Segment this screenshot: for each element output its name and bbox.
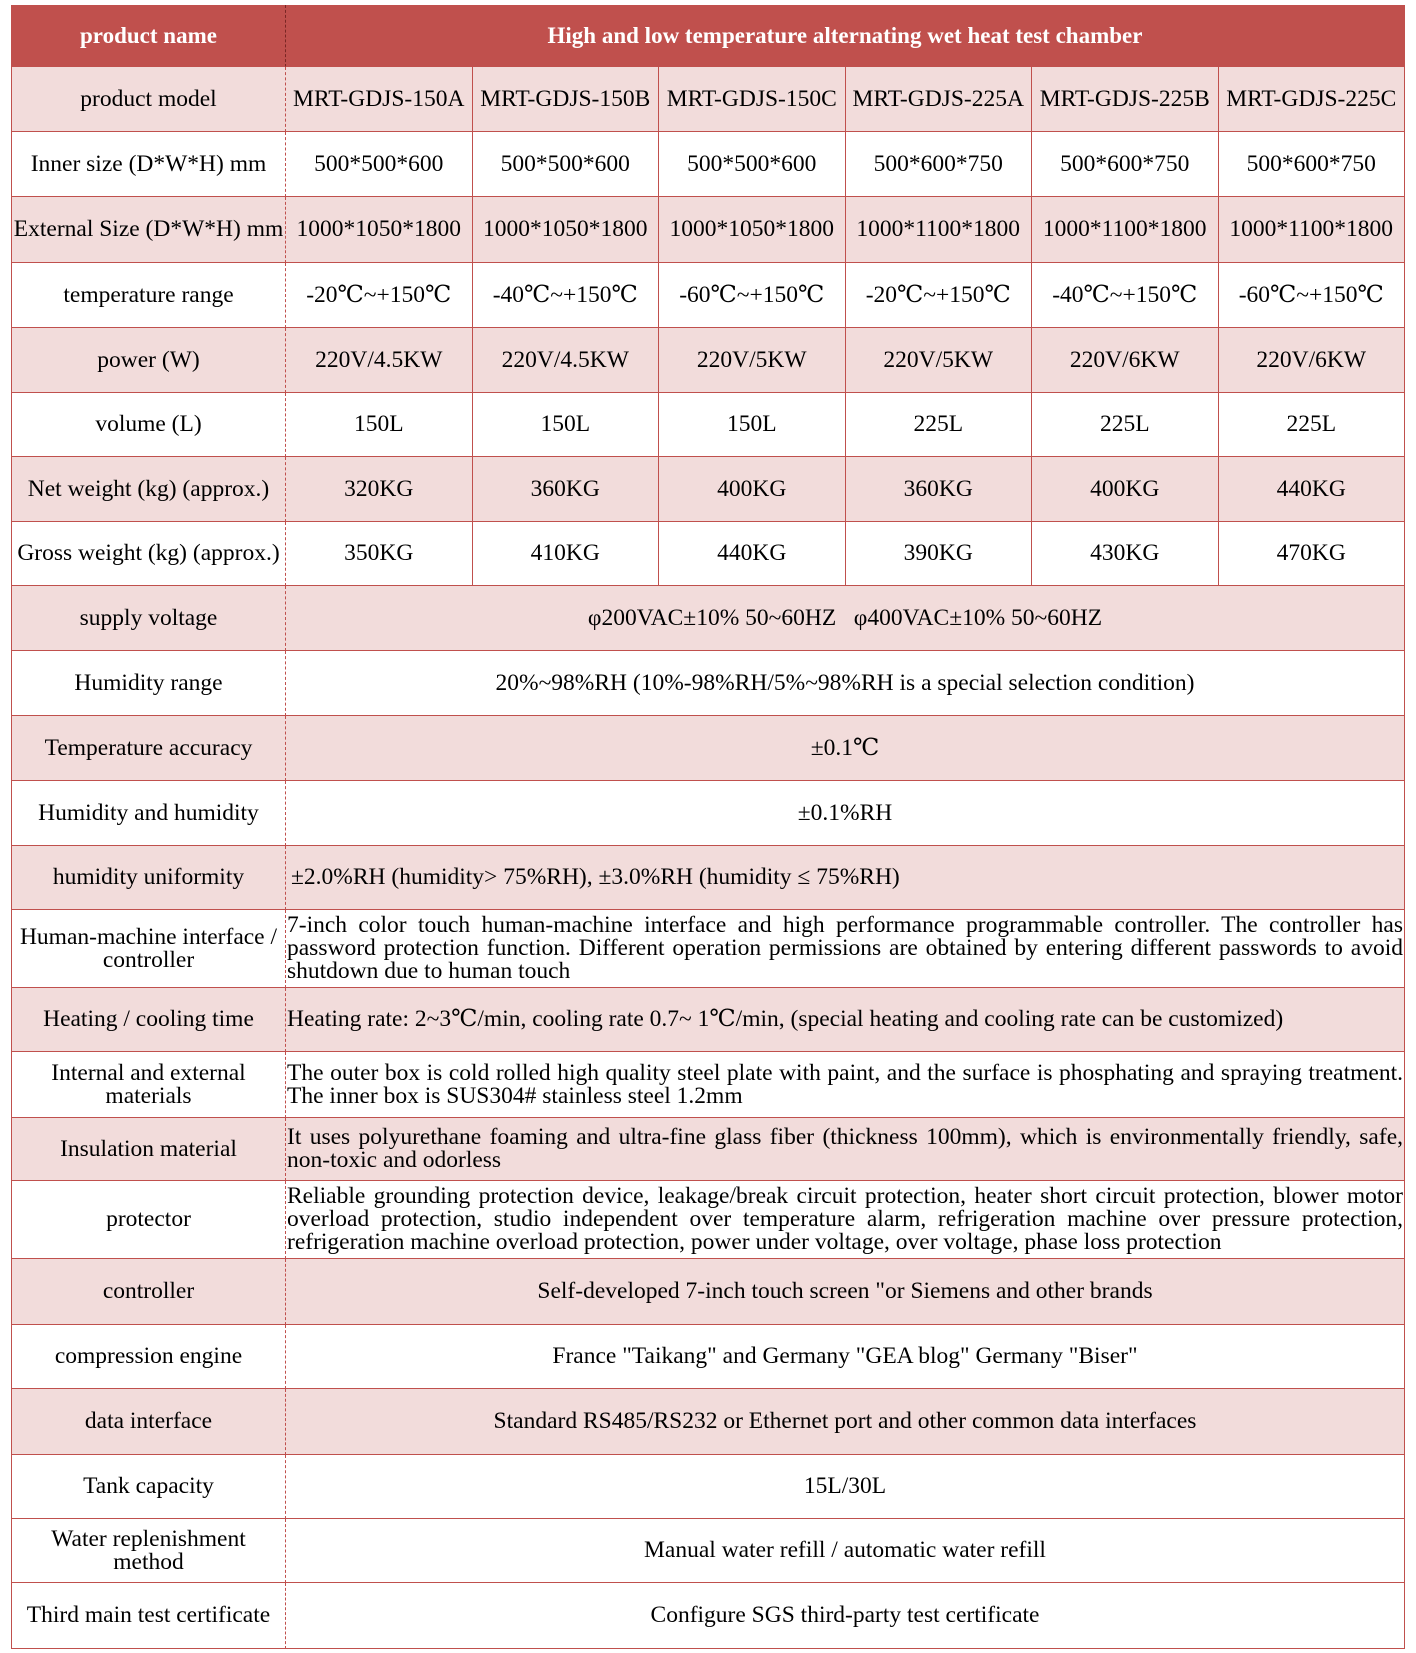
spec-label: Insulation material	[12, 1118, 286, 1181]
spec-label: compression engine	[12, 1325, 286, 1389]
model-spec-value: 500*600*750	[1032, 132, 1219, 197]
spec-label: Humidity and humidity	[12, 781, 286, 846]
model-spec-value: 220V/4.5KW	[286, 328, 473, 393]
spec-label: humidity uniformity	[12, 846, 286, 910]
model-spec-value: 500*500*600	[473, 132, 660, 197]
shared-spec-value: ±0.1℃	[286, 716, 1405, 781]
header-label: product name	[12, 5, 286, 67]
spec-label: data interface	[12, 1389, 286, 1455]
model-spec-value: 1000*1100*1800	[1032, 197, 1219, 263]
spec-label: protector	[12, 1181, 286, 1259]
spec-table	[11, 5, 1405, 1649]
model-spec-value: 470KG	[1219, 522, 1406, 586]
spec-label: Water replenishment method	[12, 1519, 286, 1583]
model-spec-value: 1000*1050*1800	[286, 197, 473, 263]
model-spec-value: -20℃~+150℃	[286, 263, 473, 328]
model-spec-value: 1000*1100*1800	[846, 197, 1033, 263]
spec-label: Third main test certificate	[12, 1583, 286, 1649]
shared-spec-value: Heating rate: 2~3℃/min, cooling rate 0.7~ 1℃/min, (special heating and cooling rate can be customized)	[286, 988, 1405, 1052]
model-spec-value: 225L	[846, 393, 1033, 457]
model-spec-value: MRT-GDJS-150B	[473, 67, 660, 132]
model-spec-value: 320KG	[286, 457, 473, 522]
model-spec-value: -60℃~+150℃	[659, 263, 846, 328]
model-spec-value: MRT-GDJS-225C	[1219, 67, 1406, 132]
model-spec-value: 500*600*750	[1219, 132, 1406, 197]
spec-label: Heating / cooling time	[12, 988, 286, 1052]
shared-spec-value: It uses polyurethane foaming and ultra-fine glass fiber (thickness 100mm), which is environmentally friendly, safe, non-toxic and odorless	[286, 1118, 1405, 1181]
model-spec-value: 440KG	[1219, 457, 1406, 522]
model-spec-value: 225L	[1032, 393, 1219, 457]
shared-spec-value: Self-developed 7-inch touch screen "or Siemens and other brands	[286, 1259, 1405, 1325]
model-spec-value: 360KG	[846, 457, 1033, 522]
model-spec-value: 400KG	[1032, 457, 1219, 522]
spec-label: Gross weight (kg) (approx.)	[12, 522, 286, 586]
model-spec-value: 430KG	[1032, 522, 1219, 586]
model-spec-value: 1000*1050*1800	[659, 197, 846, 263]
shared-spec-value: φ200VAC±10% 50~60HZ φ400VAC±10% 50~60HZ	[286, 586, 1405, 651]
shared-spec-value: ±0.1%RH	[286, 781, 1405, 846]
model-spec-value: 220V/6KW	[1219, 328, 1406, 393]
model-spec-value: 225L	[1219, 393, 1406, 457]
model-spec-value: 400KG	[659, 457, 846, 522]
model-spec-value: MRT-GDJS-150A	[286, 67, 473, 132]
model-spec-value: -20℃~+150℃	[846, 263, 1033, 328]
model-spec-value: 1000*1100*1800	[1219, 197, 1406, 263]
shared-spec-value: The outer box is cold rolled high quality steel plate with paint, and the surface is phosphating and spraying treatment. The inner box is SUS304# stainless steel 1.2mm	[286, 1052, 1405, 1118]
model-spec-value: 220V/4.5KW	[473, 328, 660, 393]
spec-label: Inner size (D*W*H) mm	[12, 132, 286, 197]
spec-label: Humidity range	[12, 651, 286, 716]
spec-label: External Size (D*W*H) mm	[12, 197, 286, 263]
model-spec-value: 350KG	[286, 522, 473, 586]
spec-label: Internal and external materials	[12, 1052, 286, 1118]
header-title: High and low temperature alternating wet heat test chamber	[286, 5, 1405, 67]
spec-label: volume (L)	[12, 393, 286, 457]
model-spec-value: 410KG	[473, 522, 660, 586]
shared-spec-value: 15L/30L	[286, 1455, 1405, 1519]
spec-label: Net weight (kg) (approx.)	[12, 457, 286, 522]
model-spec-value: 1000*1050*1800	[473, 197, 660, 263]
shared-spec-value: Manual water refill / automatic water refill	[286, 1519, 1405, 1583]
spec-label: temperature range	[12, 263, 286, 328]
model-spec-value: 150L	[286, 393, 473, 457]
spec-label: Human-machine interface / controller	[12, 910, 286, 988]
spec-label: product model	[12, 67, 286, 132]
model-spec-value: -60℃~+150℃	[1219, 263, 1406, 328]
shared-spec-value: Reliable grounding protection device, leakage/break circuit protection, heater short circuit protection, blower motor overload protection, studio independent over temperature alarm, refrigeration machine over pressure protection, refrigeration machine overload protection, power under voltage, over voltage, phase loss protection	[286, 1181, 1405, 1259]
model-spec-value: 500*600*750	[846, 132, 1033, 197]
model-spec-value: MRT-GDJS-225B	[1032, 67, 1219, 132]
shared-spec-value: Configure SGS third-party test certificate	[286, 1583, 1405, 1649]
shared-spec-value: Standard RS485/RS232 or Ethernet port and other common data interfaces	[286, 1389, 1405, 1455]
spec-label: controller	[12, 1259, 286, 1325]
model-spec-value: 440KG	[659, 522, 846, 586]
model-spec-value: 390KG	[846, 522, 1033, 586]
model-spec-value: 360KG	[473, 457, 660, 522]
model-spec-value: 150L	[473, 393, 660, 457]
spec-label: power (W)	[12, 328, 286, 393]
shared-spec-value: 20%~98%RH (10%-98%RH/5%~98%RH is a special selection condition)	[286, 651, 1405, 716]
spec-label: Tank capacity	[12, 1455, 286, 1519]
model-spec-value: 220V/5KW	[659, 328, 846, 393]
spec-label: supply voltage	[12, 586, 286, 651]
shared-spec-value: 7-inch color touch human-machine interface and high performance programmable controller. The controller has password protection function. Different operation permissions are obtained by entering different passwords to avoid shutdown due to human touch	[286, 910, 1405, 988]
shared-spec-value: ±2.0%RH (humidity> 75%RH), ±3.0%RH (humidity ≤ 75%RH)	[286, 846, 1405, 910]
model-spec-value: -40℃~+150℃	[1032, 263, 1219, 328]
model-spec-value: MRT-GDJS-150C	[659, 67, 846, 132]
model-spec-value: 500*500*600	[659, 132, 846, 197]
model-spec-value: 500*500*600	[286, 132, 473, 197]
spec-label: Temperature accuracy	[12, 716, 286, 781]
model-spec-value: 150L	[659, 393, 846, 457]
shared-spec-value: France "Taikang" and Germany "GEA blog" Germany "Biser"	[286, 1325, 1405, 1389]
model-spec-value: 220V/5KW	[846, 328, 1033, 393]
model-spec-value: -40℃~+150℃	[473, 263, 660, 328]
model-spec-value: 220V/6KW	[1032, 328, 1219, 393]
model-spec-value: MRT-GDJS-225A	[846, 67, 1033, 132]
